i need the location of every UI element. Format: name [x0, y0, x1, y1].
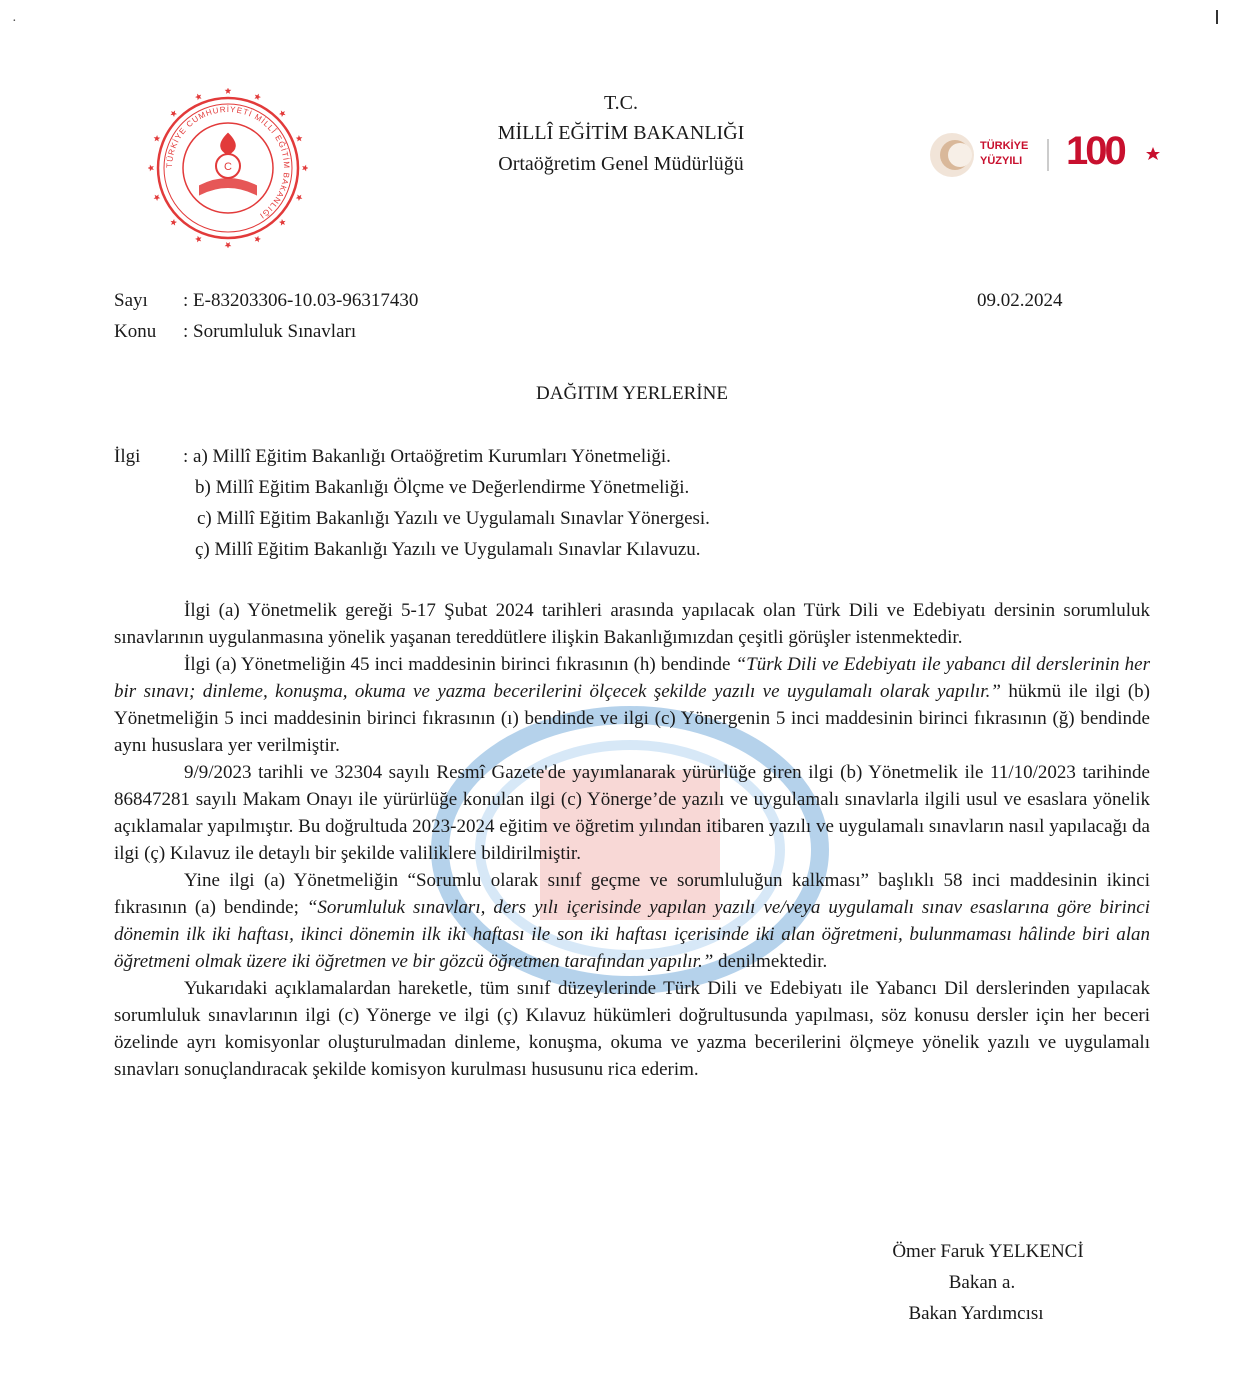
seal-star-icon: [225, 242, 232, 248]
body-paragraph-2: [114, 651, 1150, 759]
letter-body: [114, 597, 1150, 1083]
signatory-title-1: Bakan a.: [948, 1272, 1016, 1293]
crescent-icon: [928, 125, 1160, 185]
sayi-label: Sayı: [114, 290, 148, 311]
ilgi-label: İlgi: [114, 446, 141, 467]
logo-number: 100: [1066, 129, 1124, 173]
scan-dot-left: ·: [12, 14, 17, 29]
seal-star-icon: [254, 236, 260, 243]
svg-text:C: C: [224, 161, 232, 173]
body-paragraph-3: 9/9/2023 tarihli ve 32304 sayılı Resmî Gazete'de yayımlanarak yürürlüğe giren ilgi (b) Yönetmelik ile 11/10/2023 tarihinde 86847281 sayılı Makam Onayı ile yürürlüğe konulan ilgi (c) Yönerge’de yazılı ve uygulamalı sınavlarla ilgili usul ve esaslara yönelik açıklamalar yapılmıştır. Bu doğrultuda 2023-2024 eğitim ve öğretim yılından itibaren yazılı ve uygulamalı sınavların nasıl yapılacağı da ilgi (ç) Kılavuz ile detaylı bir şekilde valiliklere bildirilmiştir.: [114, 762, 1150, 864]
seal-star-icon: [296, 194, 303, 200]
ilgi-item-c: c) Millî Eğitim Bakanlığı Yazılı ve Uygulamalı Sınavlar Yönergesi.: [197, 508, 710, 529]
ilgi-item-b: b) Millî Eğitim Bakanlığı Ölçme ve Değerlendirme Yönetmeliği.: [195, 477, 690, 498]
scan-mark-right: [1216, 10, 1218, 24]
seal-star-icon: [170, 219, 177, 226]
ilgi-item-cc: ç) Millî Eğitim Bakanlığı Yazılı ve Uygulamalı Sınavlar Kılavuzu.: [195, 539, 701, 560]
header-ministry: MİLLÎ EĞİTİM BAKANLIĞI: [497, 122, 745, 144]
recipient-heading: DAĞITIM YERLERİNE: [536, 383, 728, 404]
svg-text:TÜRKİYE CUMHURİYETİ MİLLÎ EĞİT: TÜRKİYE CUMHURİYETİ MİLLÎ EĞİTİM BAKANLIĞI: [164, 104, 292, 221]
p2-rest: hükmü ile ilgi (b) Yönetmeliğin 5 inci maddesinin birinci fıkrasının (ı) bendinde ve ilgi (c) Yönergenin 5 inci maddesinin birinci fıkrasının (ğ) bendinde aynı hususlara yer verilmiştir.: [114, 681, 1150, 756]
seal-star-icon: [195, 236, 201, 243]
p4-quote: “Sorumluluk sınavları, ders yılı içerisinde yapılan yazılı ve/veya uygulamalı sınav esaslarına göre birinci dönemin ilk iki haftası, ikinci dönemin ilk iki haftası ile son iki haftası içerisinde iki alan öğretmeni, bulunmaması hâlinde biri alan öğretmeni olmak üzere iki öğretmen ve bir gözcü öğretmen tarafından yapılır.”: [114, 897, 1150, 972]
seal-star-icon: [154, 194, 161, 200]
body-paragraph-1: İlgi (a) Yönetmelik gereği 5-17 Şubat 2024 tarihleri arasında yapılacak olan Türk Dili ve Edebiyatı dersinin sorumluluk sınavlarının uygulanmasına yönelik yaşanan tereddütlere ilişkin Bakanlığımızdan çeşitli görüşler istenmektedir.: [114, 600, 1150, 648]
p2-quote: “Türk Dili ve Edebiyatı ile yabancı dil derslerinin her bir sınavı; dinleme, konuşma, okuma ve yazma becerilerini ölçecek şekilde yazılı ve uygulamalı olarak yapılır.”: [114, 654, 1150, 702]
document-date: 09.02.2024: [977, 290, 1063, 311]
p4-rest: denilmektedir.: [713, 951, 828, 972]
body-paragraph-4: [114, 867, 1150, 975]
seal-star-icon: [279, 219, 286, 226]
logo-word-turkiye: TÜRKİYE: [980, 140, 1029, 152]
signatory-name: Ömer Faruk YELKENCİ: [892, 1241, 1084, 1262]
p2-intro: İlgi (a) Yönetmeliğin 45 inci maddesinin birinci fıkrasının (h) bendinde: [184, 654, 736, 675]
turkiye-yuzyili-logo: [928, 125, 1160, 185]
p4-intro: Yine ilgi (a) Yönetmeliğin “Sorumlu olarak sınıf geçme ve sorumluluğun kalkması” başlıklı 58 inci maddesinin ikinci fıkrasının (a) bendinde;: [114, 870, 1150, 918]
signatory-title-2: Bakan Yardımcısı: [908, 1303, 1044, 1324]
logo-word-yuzyili: YÜZYILI: [980, 155, 1023, 167]
header-tc: T.C.: [603, 92, 639, 114]
ilgi-item-a: : a) Millî Eğitim Bakanlığı Ortaöğretim Kurumları Yönetmeliği.: [183, 446, 671, 467]
body-paragraph-5: Yukarıdaki açıklamalardan hareketle, tüm sınıf düzeylerinde Türk Dili ve Edebiyatı ile Yabancı Dil derslerinden yapılacak sorumluluk sınavlarının ilgi (c) Yönerge ve ilgi (ç) Kılavuz hükümleri doğrultusunda yapılması, söz konusu dersler için her beceri özelinde ayrı komisyonlar oluşturulmadan dinleme, konuşma, okuma ve yazma becerilerini ölçmeye yönelik yazılı ve uygulamalı sınavları sonuçlandıracak şekilde komisyon kurulması hususunu rica ederim.: [114, 978, 1150, 1080]
konu-label: Konu: [114, 321, 157, 342]
header-directorate: Ortaöğretim Genel Müdürlüğü: [498, 153, 744, 175]
sayi-value: : E-83203306-10.03-96317430: [183, 290, 419, 311]
konu-value: : Sorumluluk Sınavları: [183, 321, 357, 342]
